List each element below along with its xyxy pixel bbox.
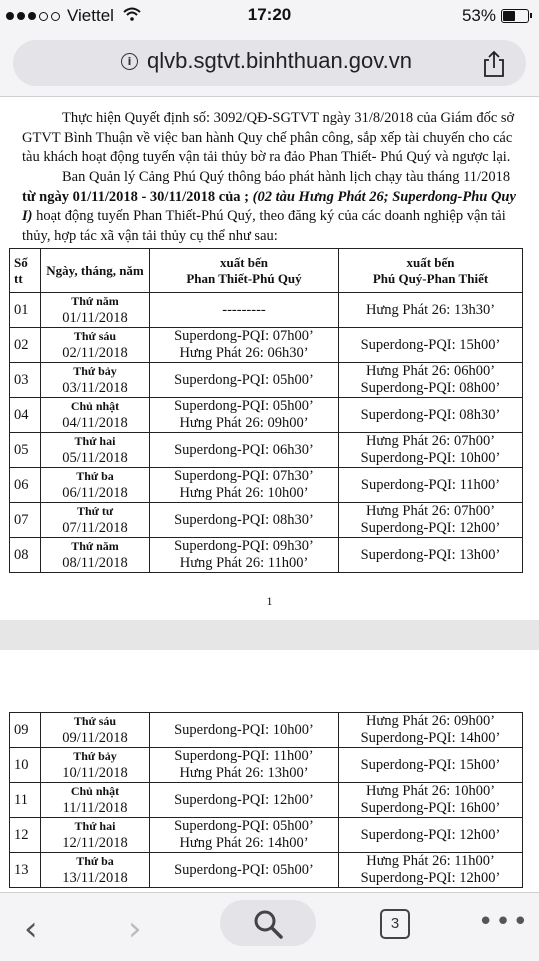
row-date xyxy=(41,328,150,363)
table-row xyxy=(10,713,523,748)
departure-pt-entry: Hưng Phát 26: 10h00’ xyxy=(179,485,309,501)
row-date-value: 11/11/2018 xyxy=(62,800,128,816)
row-number: 06 xyxy=(10,468,41,503)
table-row xyxy=(10,503,523,538)
row-weekday: Chủ nhật xyxy=(70,784,120,798)
row-weekday: Thứ hai xyxy=(74,819,116,833)
departure-pq-entry: Superdong-PQI: 10h00’ xyxy=(360,450,501,466)
row-date-value: 12/11/2018 xyxy=(62,835,128,851)
row-departure-pt xyxy=(150,293,339,328)
row-weekday: Thứ bảy xyxy=(73,749,117,763)
row-weekday: Chủ nhật xyxy=(70,399,120,413)
table-row xyxy=(10,468,523,503)
departure-pt-entry: Hưng Phát 26: 06h30’ xyxy=(179,345,309,361)
departure-pt-entry: Superdong-PQI: 09h30’ xyxy=(174,538,314,554)
more-icon[interactable]: ••• xyxy=(478,907,531,937)
row-departure-pt xyxy=(150,433,339,468)
row-departure-pq xyxy=(339,538,523,573)
row-date-value: 09/11/2018 xyxy=(62,730,128,746)
departure-pt-entry: Superdong-PQI: 05h00’ xyxy=(174,398,314,414)
schedule-table xyxy=(9,248,523,573)
document-page-1 xyxy=(0,97,539,620)
row-date xyxy=(41,713,150,748)
row-departure-pt xyxy=(150,748,339,783)
departure-pt-entry: Superdong-PQI: 07h00’ xyxy=(174,328,314,344)
table-row xyxy=(10,433,523,468)
row-departure-pq xyxy=(339,503,523,538)
row-date-value: 04/11/2018 xyxy=(62,415,128,431)
row-date xyxy=(41,398,150,433)
row-departure-pt xyxy=(150,503,339,538)
row-number: 08 xyxy=(10,538,41,573)
notice-paragraph xyxy=(22,168,522,246)
table-row xyxy=(10,538,523,573)
row-date-value: 05/11/2018 xyxy=(62,450,128,466)
row-date xyxy=(41,363,150,398)
row-number: 05 xyxy=(10,433,41,468)
col-header-no: Số tt xyxy=(10,249,41,293)
notice-date-range: từ ngày 01/11/2018 - 30/11/2018 của ; xyxy=(22,188,250,205)
row-number: 03 xyxy=(10,363,41,398)
departure-pq-entry: Hưng Phát 26: 07h00’ xyxy=(365,433,496,449)
row-date xyxy=(41,538,150,573)
col-header-pq-line2: Phú Quý-Phan Thiết xyxy=(372,270,489,286)
notice-vessels: (02 tàu Hưng Phát 26; Superdong-Phu Quy I) xyxy=(22,188,516,224)
row-departure-pt xyxy=(150,853,339,888)
row-number: 12 xyxy=(10,818,41,853)
row-weekday: Thứ ba xyxy=(76,469,114,483)
row-date-value: 06/11/2018 xyxy=(62,485,128,501)
url-text[interactable]: qlvb.sgtvt.binhthuan.gov.vn xyxy=(147,48,412,73)
notice-text-cont: hoạt động tuyến Phan Thiết-Phú Quý, theo đăng ký của các doanh nghiệp vận tải thủy, hợp tác xã vận tải thủy cụ thể như sau: xyxy=(22,208,506,244)
info-icon[interactable]: i xyxy=(121,53,138,70)
row-departure-pt xyxy=(150,468,339,503)
row-weekday: Thứ sáu xyxy=(73,329,117,343)
departure-pt-entry: Superdong-PQI: 07h30’ xyxy=(174,468,314,484)
row-weekday: Thứ hai xyxy=(74,434,116,448)
col-header-pq xyxy=(339,249,523,293)
row-departure-pq xyxy=(339,713,523,748)
row-departure-pq xyxy=(339,783,523,818)
row-departure-pt xyxy=(150,538,339,573)
departure-pq-entry: Superdong-PQI: 16h00’ xyxy=(360,800,501,816)
departure-pq-entry: Hưng Phát 26: 13h30’ xyxy=(365,301,496,318)
row-date-value: 03/11/2018 xyxy=(62,380,128,396)
departure-pq-entry: Superdong-PQI: 15h00’ xyxy=(360,756,501,773)
row-departure-pq xyxy=(339,398,523,433)
page-number: 1 xyxy=(266,594,273,608)
browser-toolbar xyxy=(0,892,539,961)
row-date xyxy=(41,293,150,328)
departure-pq-entry: Superdong-PQI: 12h00’ xyxy=(360,826,501,843)
departure-pq-entry: Hưng Phát 26: 10h00’ xyxy=(365,783,496,799)
tabs-icon[interactable]: 3 xyxy=(380,909,410,939)
search-icon xyxy=(251,908,285,940)
forward-arrow-icon[interactable]: › xyxy=(128,909,142,949)
notice-text: Ban Quản lý Cảng Phú Quý thông báo phát hành lịch chạy tàu tháng 11/2018 xyxy=(62,169,511,185)
battery-icon xyxy=(501,9,529,23)
row-weekday: Thứ ba xyxy=(76,854,114,868)
row-number: 13 xyxy=(10,853,41,888)
departure-pq-entry: Hưng Phát 26: 06h00’ xyxy=(365,363,496,379)
departure-pt-entry: Superdong-PQI: 10h00’ xyxy=(174,721,314,738)
row-departure-pq xyxy=(339,468,523,503)
departure-pq-entry: Hưng Phát 26: 09h00’ xyxy=(365,713,496,729)
intro-paragraph: Thực hiện Quyết định số: 3092/QĐ-SGTVT ngày 31/8/2018 của Giám đốc sở GTVT Bình Thuận về việc ban hành Quy chế phân công, sắp xếp tài chuyến cho các tàu khách hoạt động tuyến vận tải thủy bờ ra đảo Phan Thiết- Phú Quý và ngược lại. xyxy=(22,110,515,165)
share-icon[interactable] xyxy=(479,50,509,78)
table-row xyxy=(10,398,523,433)
departure-pt-entry: Superdong-PQI: 05h00’ xyxy=(174,861,314,878)
row-departure-pq xyxy=(339,328,523,363)
row-date-value: 10/11/2018 xyxy=(62,765,128,781)
row-number: 04 xyxy=(10,398,41,433)
col-header-pt xyxy=(150,249,339,293)
row-number: 01 xyxy=(10,293,41,328)
table-row xyxy=(10,783,523,818)
departure-pt-entry: Superdong-PQI: 08h30’ xyxy=(174,511,314,528)
row-weekday: Thứ bảy xyxy=(73,364,117,378)
browser-header xyxy=(0,32,539,97)
row-departure-pt xyxy=(150,818,339,853)
departure-pq-entry: Superdong-PQI: 08h30’ xyxy=(360,406,501,423)
table-row xyxy=(10,328,523,363)
row-departure-pt xyxy=(150,398,339,433)
row-date xyxy=(41,503,150,538)
row-number: 02 xyxy=(10,328,41,363)
row-weekday: Thứ tư xyxy=(76,504,114,518)
row-date xyxy=(41,748,150,783)
departure-pq-entry: Hưng Phát 26: 11h00’ xyxy=(366,853,495,869)
status-bar xyxy=(0,0,539,32)
departure-pt-entry: --------- xyxy=(222,301,266,318)
row-date xyxy=(41,468,150,503)
departure-pq-entry: Superdong-PQI: 08h00’ xyxy=(360,380,501,396)
row-weekday: Thứ năm xyxy=(71,539,119,553)
row-date-value: 02/11/2018 xyxy=(62,345,128,361)
departure-pq-entry: Superdong-PQI: 14h00’ xyxy=(360,730,501,746)
row-number: 09 xyxy=(10,713,41,748)
row-number: 11 xyxy=(10,783,41,818)
departure-pq-entry: Superdong-PQI: 12h00’ xyxy=(360,870,501,886)
row-date xyxy=(41,818,150,853)
departure-pt-entry: Superdong-PQI: 06h30’ xyxy=(174,441,314,458)
battery-percent: 53% xyxy=(461,6,496,25)
col-header-pt-line2: Phan Thiết-Phú Quý xyxy=(186,270,302,286)
row-date xyxy=(41,853,150,888)
col-header-pq-line1: xuất bến xyxy=(406,254,455,270)
row-date xyxy=(41,783,150,818)
col-header-pt-line1: xuất bến xyxy=(219,254,269,270)
departure-pt-entry: Superdong-PQI: 05h00’ xyxy=(174,371,314,388)
departure-pt-entry: Hưng Phát 26: 14h00’ xyxy=(179,835,309,851)
departure-pt-entry: Hưng Phát 26: 11h00’ xyxy=(179,555,309,571)
departure-pt-entry: Superdong-PQI: 05h00’ xyxy=(174,818,314,834)
departure-pt-entry: Superdong-PQI: 11h00’ xyxy=(174,748,314,764)
schedule-table-continued xyxy=(9,712,523,888)
row-date-value: 07/11/2018 xyxy=(62,520,128,536)
departure-pt-entry: Hưng Phát 26: 13h00’ xyxy=(179,765,309,781)
clock: 17:20 xyxy=(247,5,292,24)
row-date-value: 08/11/2018 xyxy=(62,555,128,571)
document-page-2 xyxy=(0,650,539,892)
row-departure-pt xyxy=(150,713,339,748)
col-header-date: Ngày, tháng, năm xyxy=(41,249,150,293)
table-row xyxy=(10,853,523,888)
address-bar[interactable] xyxy=(13,40,526,86)
row-departure-pq xyxy=(339,433,523,468)
carrier-name: Viettel xyxy=(67,6,114,25)
row-departure-pq xyxy=(339,818,523,853)
departure-pq-entry: Superdong-PQI: 15h00’ xyxy=(360,336,501,353)
row-date-value: 01/11/2018 xyxy=(62,310,128,326)
table-row xyxy=(10,748,523,783)
departure-pq-entry: Superdong-PQI: 12h00’ xyxy=(360,520,501,536)
table-row xyxy=(10,818,523,853)
row-departure-pq xyxy=(339,363,523,398)
battery-indicator xyxy=(462,6,529,26)
row-date-value: 13/11/2018 xyxy=(62,870,128,886)
table-row xyxy=(10,363,523,398)
row-date xyxy=(41,433,150,468)
departure-pq-entry: Superdong-PQI: 11h00’ xyxy=(360,476,501,493)
table-row xyxy=(10,293,523,328)
row-departure-pq xyxy=(339,293,523,328)
departure-pq-entry: Hưng Phát 26: 07h00’ xyxy=(365,503,496,519)
row-number: 10 xyxy=(10,748,41,783)
departure-pt-entry: Superdong-PQI: 12h00’ xyxy=(174,791,314,808)
row-weekday: Thứ năm xyxy=(71,294,119,308)
back-arrow-icon[interactable]: ‹ xyxy=(24,909,38,949)
row-departure-pq xyxy=(339,853,523,888)
row-departure-pt xyxy=(150,328,339,363)
departure-pt-entry: Hưng Phát 26: 09h00’ xyxy=(179,415,309,431)
row-weekday: Thứ sáu xyxy=(73,714,117,728)
row-departure-pt xyxy=(150,363,339,398)
departure-pq-entry: Superdong-PQI: 13h00’ xyxy=(360,546,501,563)
row-departure-pq xyxy=(339,748,523,783)
row-number: 07 xyxy=(10,503,41,538)
search-button[interactable] xyxy=(220,900,316,946)
row-departure-pt xyxy=(150,783,339,818)
